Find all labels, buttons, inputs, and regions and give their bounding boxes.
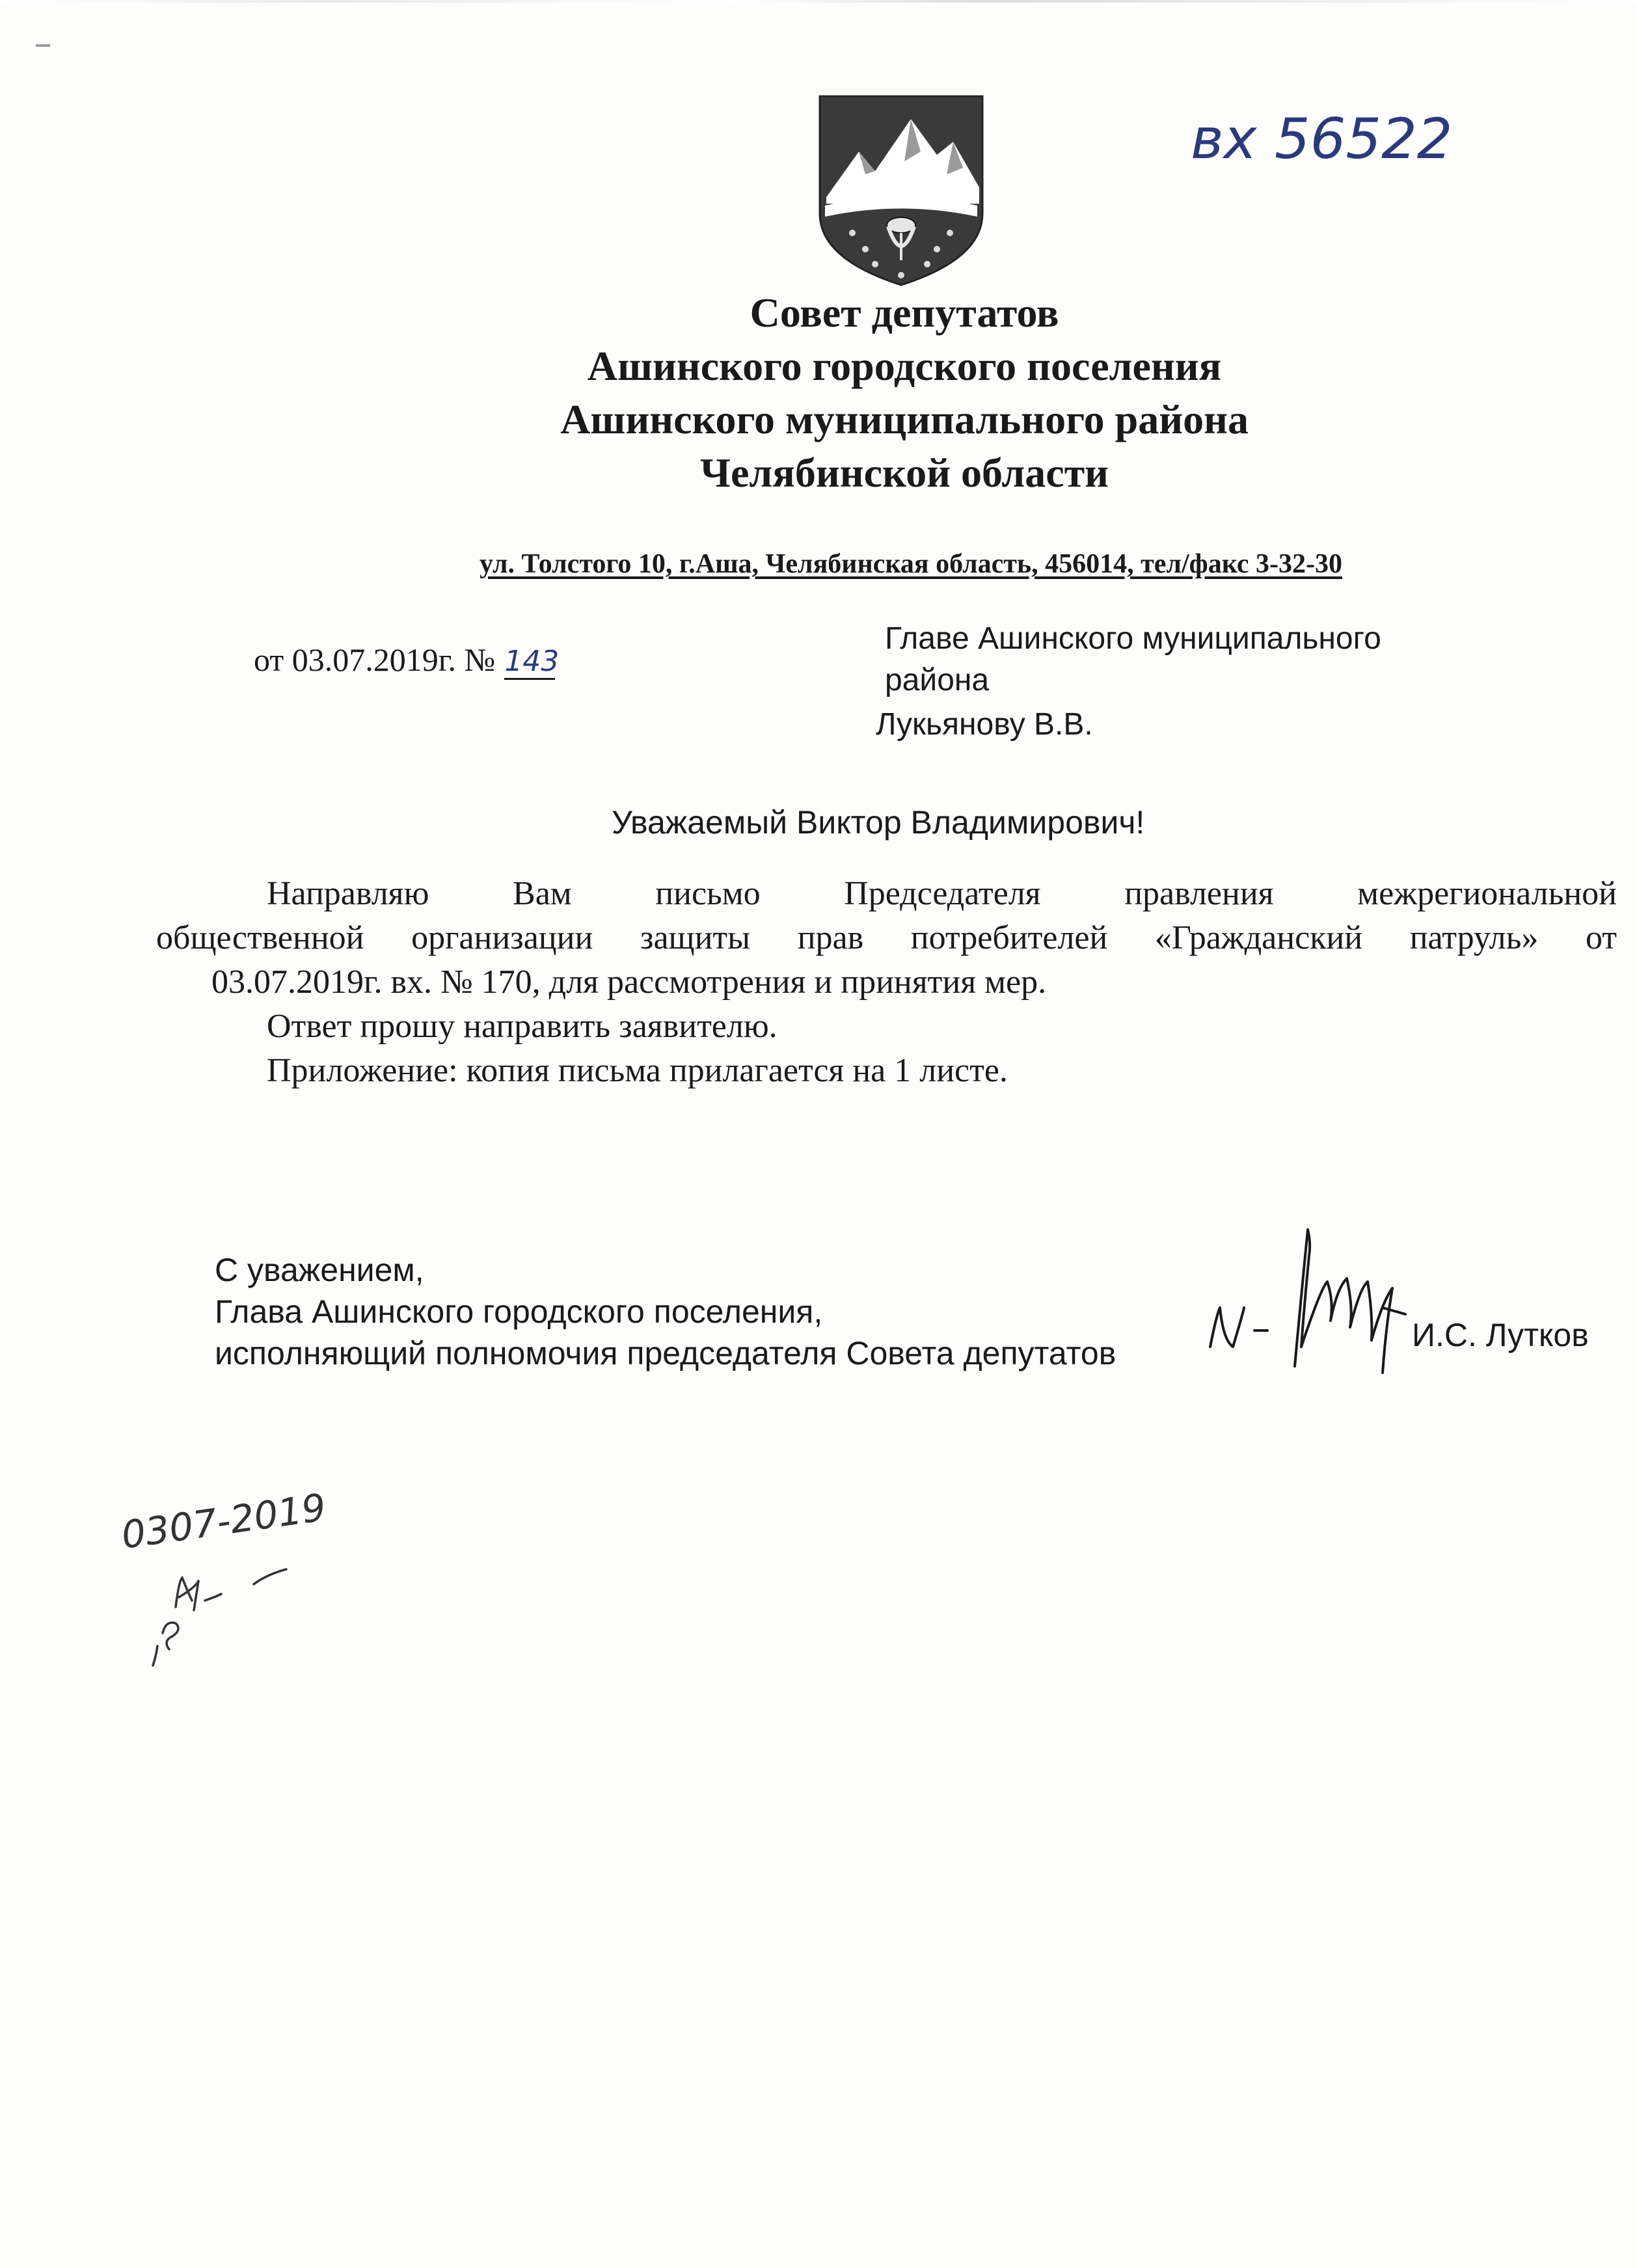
body-p1-line-3: 03.07.2019г. вх. № 170, для рассмотрения и принятия мер.: [211, 964, 1047, 1001]
body-paragraph-1: [156, 872, 1617, 1005]
body-p1-line-1: Направляю Вам письмо Председателя правления межрегиональной: [267, 875, 1617, 912]
closing-block: [215, 1249, 1191, 1374]
incoming-number-stamp: [1184, 96, 1509, 181]
letter-date: от 03.07.2019г. №: [254, 641, 496, 678]
body-p1-line-2: общественной организации защиты прав потребителей «Гражданский патруль» от: [156, 919, 1617, 956]
addressee-block: [876, 618, 1522, 746]
coat-of-arms-icon: [813, 90, 989, 291]
addressee-line-1: Главе Ашинского муниципального: [885, 621, 1381, 656]
closing-line-1: С уважением,: [215, 1252, 424, 1288]
registration-note: [117, 1470, 390, 1679]
addressee-line-2: района: [885, 663, 990, 697]
signer-name: И.С. Лутков: [1412, 1317, 1589, 1353]
body-paragraph-2: Ответ прошу направить заявителю.: [267, 1008, 778, 1045]
header-line-3: Ашинского муниципального района: [560, 396, 1249, 442]
incoming-number-text: вх 56522: [1191, 107, 1453, 172]
organization-header: [325, 286, 1483, 500]
salutation: Уважаемый Виктор Владимирович!: [612, 804, 1145, 841]
letter-body: [156, 872, 1617, 1093]
registration-date: 0307-2019: [118, 1485, 329, 1558]
body-paragraph-3: Приложение: копия письма прилагается на 1 листе.: [267, 1052, 1008, 1089]
header-line-4: Челябинской области: [700, 450, 1109, 496]
closing-line-2: Глава Ашинского городского поселения,: [215, 1293, 823, 1330]
addressee-line-3: Лукьянову В.В.: [876, 707, 1093, 742]
header-line-2: Ашинского городского поселения: [587, 343, 1222, 389]
header-line-1: Совет депутатов: [750, 290, 1059, 336]
scan-edge-artifact: [0, 0, 1637, 3]
handwritten-signature: [1197, 1217, 1418, 1392]
closing-line-3: исполняющий полномочия председателя Совета депутатов: [215, 1335, 1116, 1371]
letter-number: 143: [504, 645, 555, 680]
scan-mark: [36, 44, 50, 47]
letter-date-number: [254, 641, 560, 680]
organization-address: ул. Толстого 10, г.Аша, Челябинская область, 456014, тел/факс 3-32-30: [480, 549, 1342, 579]
